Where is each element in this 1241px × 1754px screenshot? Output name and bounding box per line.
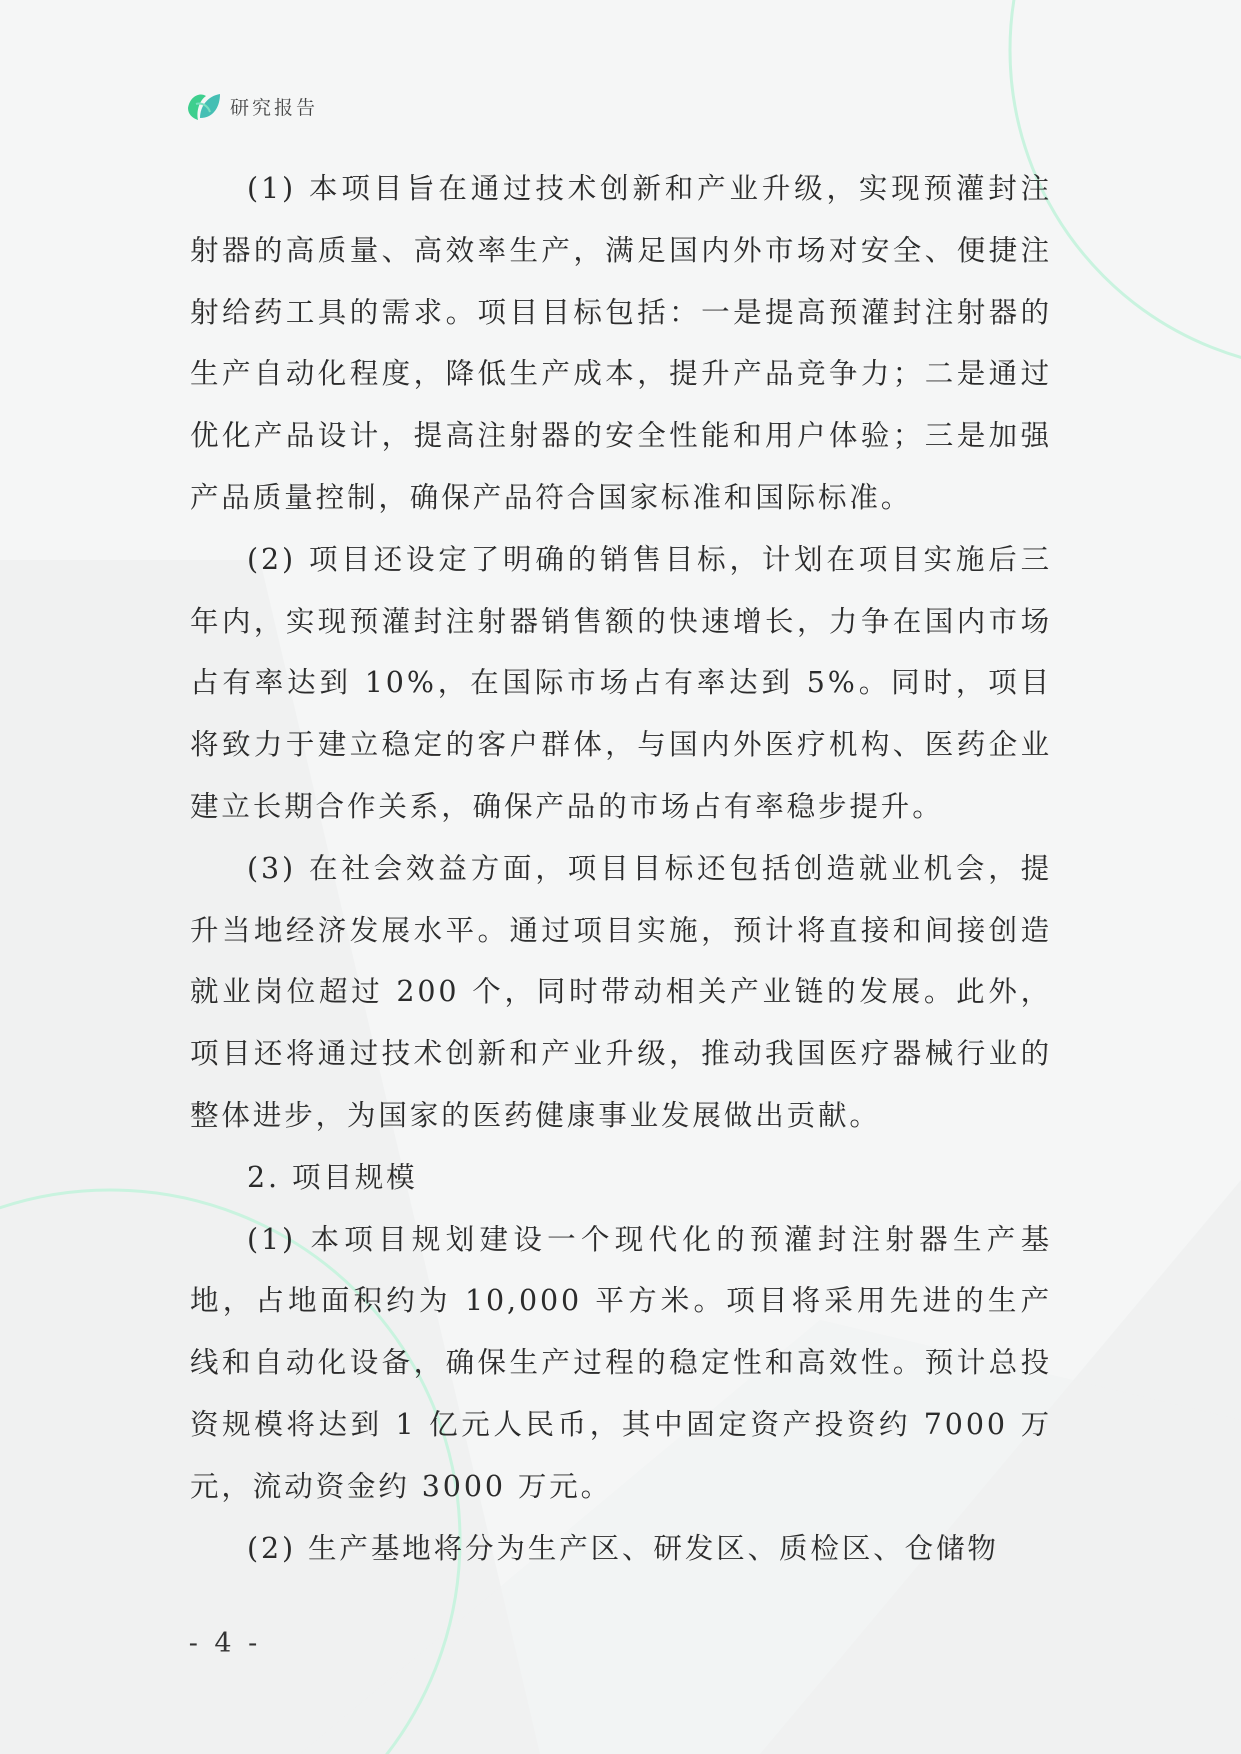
paragraph-scale-2: (2) 生产基地将分为生产区、研发区、质检区、仓储物 [247, 1531, 999, 1565]
paragraph-scale-1: (1) 本项目规划建设一个现代化的预灌封注射器生产基地，占地面积约为 10,000 平方米。项目将采用先进的生产线和自动化设备，确保生产过程的稳定性和高效性。预计总投资规模将达到 1 亿元人民币，其中固定资产投资约 7000 万元，流动资金约 3000 万元。 [190, 1222, 1052, 1503]
report-header [186, 88, 318, 124]
page-number: - 4 - [188, 1628, 262, 1659]
document-body [190, 158, 1052, 1579]
paragraph-goal-1: (1) 本项目旨在通过技术创新和产业升级，实现预灌封注射器的高质量、高效率生产，满足国内外市场对安全、便捷注射给药工具的需求。项目目标包括：一是提高预灌封注射器的生产自动化程度，降低生产成本，提升产品竞争力；二是通过优化产品设计，提高注射器的安全性能和用户体验；三是加强产品质量控制，确保产品符合国家标准和国际标准。 [190, 172, 1052, 514]
header-title: 研究报告 [230, 96, 319, 119]
section-heading-project-scale: 2. 项目规模 [247, 1160, 418, 1194]
paragraph-goal-2: (2) 项目还设定了明确的销售目标，计划在项目实施后三年内，实现预灌封注射器销售额的快速增长，力争在国内市场占有率达到 10%，在国际市场占有率达到 5%。同时，项目将致力于建立稳定的客户群体，与国内外医疗机构、医药企业建立长期合作关系，确保产品的市场占有率稳步提升。 [190, 542, 1052, 823]
leaf-logo-icon [186, 90, 222, 122]
paragraph-goal-3: (3) 在社会效益方面，项目目标还包括创造就业机会，提升当地经济发展水平。通过项目实施，预计将直接和间接创造就业岗位超过 200 个，同时带动相关产业链的发展。此外，项目还将通过技术创新和产业升级，推动我国医疗器械行业的整体进步，为国家的医药健康事业发展做出贡献。 [190, 851, 1052, 1132]
